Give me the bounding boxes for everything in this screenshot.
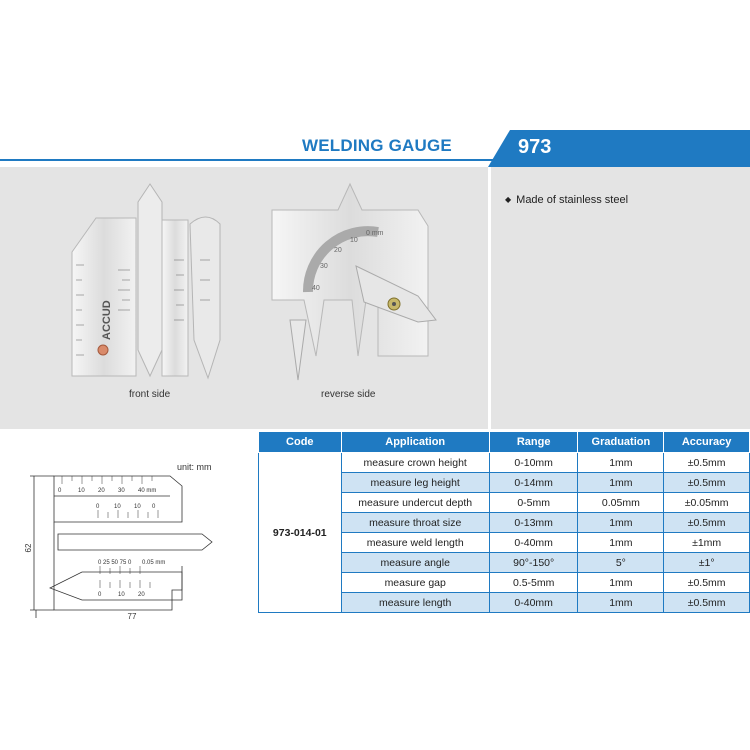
bullet-icon: ◆ [505,195,512,204]
reverse-side-caption: reverse side [321,389,376,400]
svg-text:0: 0 [152,504,156,510]
product-title: WELDING GAUGE [302,136,452,155]
cell-accuracy: ±1mm [664,533,750,553]
svg-text:0: 0 [98,592,102,598]
svg-text:0 mm: 0 mm [366,230,384,237]
svg-text:10: 10 [114,504,121,510]
cell-graduation: 1mm [578,453,664,473]
cell-graduation: 1mm [578,593,664,613]
cell-range: 0-10mm [489,453,578,473]
cell-accuracy: ±1° [664,553,750,573]
model-number: 973 [518,136,552,158]
cell-range: 0.5-5mm [489,573,578,593]
cell-accuracy: ±0.5mm [664,573,750,593]
svg-text:40: 40 [312,285,320,292]
svg-text:20: 20 [334,247,342,254]
cell-graduation: 1mm [578,573,664,593]
height-dimension: 62 [24,543,33,553]
cell-graduation: 1mm [578,473,664,493]
spec-table [258,431,750,613]
svg-text:30: 30 [320,263,328,270]
header-code: Code [259,432,342,453]
cell-application: measure length [341,593,489,613]
svg-text:40 mm: 40 mm [138,488,157,494]
cell-graduation: 1mm [578,533,664,553]
cell-application: measure leg height [341,473,489,493]
front-side-image [68,180,238,380]
feature-item: ◆ Made of stainless steel [505,194,629,206]
cell-range: 90°-150° [489,553,578,573]
cell-graduation: 5° [578,553,664,573]
table-row [259,453,750,473]
svg-text:0: 0 [58,488,62,494]
cell-accuracy: ±0.5mm [664,453,750,473]
svg-text:10: 10 [78,488,85,494]
technical-drawing [22,470,222,620]
svg-text:0 25 50 75 0: 0 25 50 75 0 [98,560,132,566]
cell-accuracy: ±0.5mm [664,513,750,533]
svg-text:30: 30 [118,488,125,494]
table-header-row [259,432,750,453]
cell-accuracy: ±0.05mm [664,493,750,513]
brand-logo: ACCUD [101,300,113,340]
features-panel [491,167,750,429]
cell-accuracy: ±0.5mm [664,473,750,493]
header-application: Application [341,432,489,453]
svg-text:10: 10 [350,237,358,244]
cell-range: 0-13mm [489,513,578,533]
cell-application: measure angle [341,553,489,573]
header-range: Range [489,432,578,453]
header-graduation: Graduation [578,432,664,453]
header-accuracy: Accuracy [664,432,750,453]
svg-text:20: 20 [138,592,145,598]
cell-range: 0-5mm [489,493,578,513]
svg-text:0: 0 [96,504,100,510]
product-code: 973-014-01 [259,453,342,613]
front-side-caption: front side [129,389,171,400]
cell-range: 0-40mm [489,593,578,613]
svg-text:20: 20 [98,488,105,494]
cell-application: measure weld length [341,533,489,553]
cell-application: measure crown height [341,453,489,473]
cell-graduation: 1mm [578,513,664,533]
cell-application: measure throat size [341,513,489,533]
reverse-side-image [268,180,448,390]
cell-range: 0-14mm [489,473,578,493]
unit-label: unit: mm [177,462,212,472]
svg-text:10: 10 [134,504,141,510]
svg-text:0.05 mm: 0.05 mm [142,560,166,566]
cell-accuracy: ±0.5mm [664,593,750,613]
cell-graduation: 0.05mm [578,493,664,513]
cell-range: 0-40mm [489,533,578,553]
svg-text:10: 10 [118,592,125,598]
cell-application: measure undercut depth [341,493,489,513]
cell-application: measure gap [341,573,489,593]
width-dimension: 77 [127,612,137,620]
